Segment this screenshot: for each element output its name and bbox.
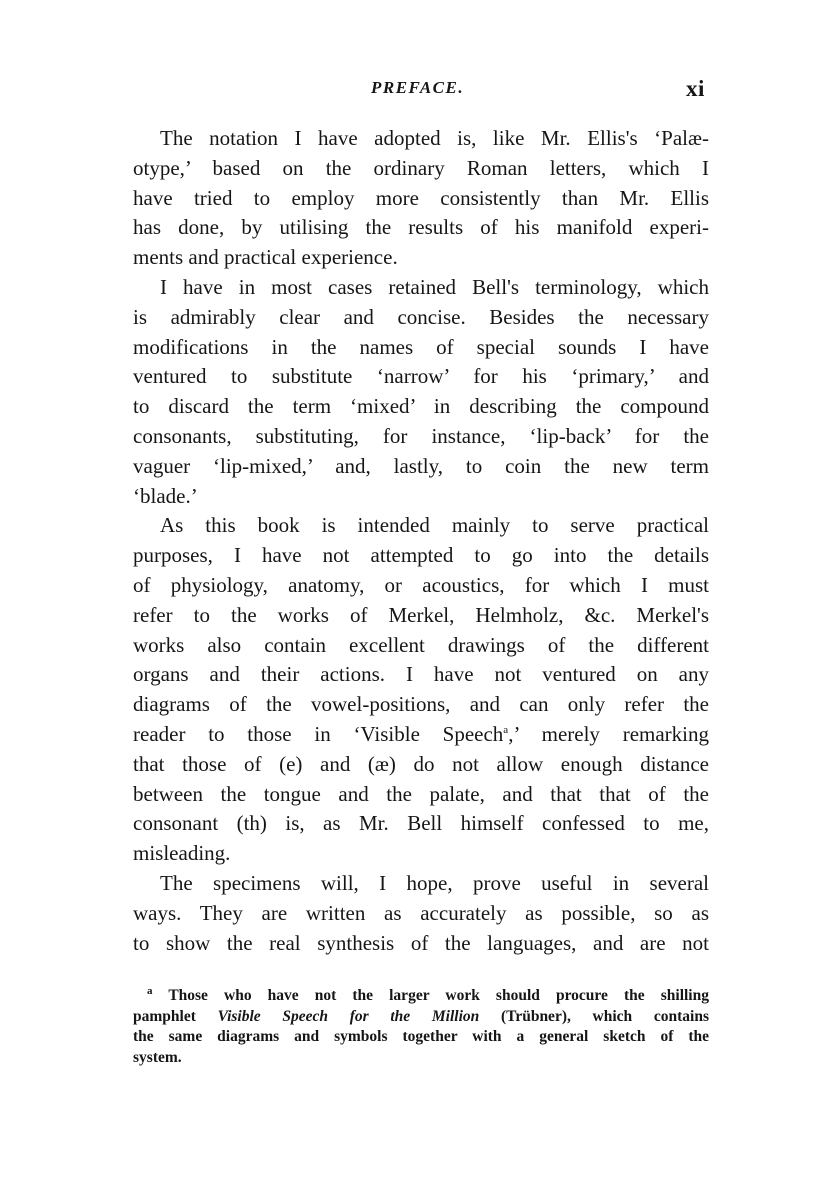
text-line: refer to the works of Merkel, Helmholz, &c. Merkel's	[133, 602, 709, 627]
footnote-line	[133, 1007, 709, 1028]
text-line-with-note	[133, 720, 709, 750]
text-line: purposes, I have not attempted to go into the details	[133, 543, 709, 568]
text-line: ‘blade.’	[133, 483, 198, 508]
pamphlet-title: Visible Speech for the Million	[217, 1007, 480, 1025]
text-line: The notation I have adopted is, like Mr. Ellis's ‘Palæ-	[160, 126, 709, 150]
text-line: has done, by utilising the results of his manifold experi-	[133, 215, 709, 240]
footnote-marker: a	[147, 984, 153, 997]
footnote-reference: a	[503, 723, 509, 736]
page-number: xi	[686, 76, 705, 101]
text-line: misleading.	[133, 841, 231, 866]
text-line: consonants, substituting, for instance, ‘lip-back’ for the	[133, 423, 709, 448]
text-line: ways. They are written as accurately as possible, so as	[133, 900, 709, 925]
footnote	[133, 986, 709, 1068]
footnote-line: the same diagrams and symbols together with a general sketch of the	[133, 1028, 709, 1045]
text-line: of physiology, anatomy, or acoustics, for which I must	[133, 572, 709, 597]
text-line: I have in most cases retained Bell's terminology, which	[160, 274, 709, 299]
text-line: diagrams of the vowel-positions, and can only refer the	[133, 692, 709, 717]
text-line: works also contain excellent drawings of the different	[133, 632, 709, 657]
text-line: between the tongue and the palate, and that that of the	[133, 781, 709, 806]
text-line: otype,’ based on the ordinary Roman letters, which I	[133, 155, 709, 180]
text-line: ments and practical experience.	[133, 245, 398, 270]
text-line: vaguer ‘lip-mixed,’ and, lastly, to coin the new term	[133, 453, 709, 478]
running-head	[0, 76, 840, 106]
text-line: that those of (e) and (æ) do not allow enough distance	[133, 751, 709, 776]
text-segment: ,’ merely remarking	[508, 721, 709, 746]
text-line: The specimens will, I hope, prove useful in several	[160, 870, 709, 895]
text-line: ventured to substitute ‘narrow’ for his ‘primary,’ and	[133, 364, 709, 389]
footnote-line: system.	[133, 1048, 182, 1066]
footnote-text: (Trübner), which contains	[500, 1007, 710, 1025]
text-line: to discard the term ‘mixed’ in describing the compound	[133, 394, 709, 419]
footnote-text: Those who have not the larger work should procure the shilling	[168, 987, 709, 1004]
text-line: to show the real synthesis of the languages, and are not	[133, 930, 709, 955]
footnote-text: pamphlet	[133, 1007, 196, 1025]
text-line: organs and their actions. I have not ventured on any	[133, 662, 709, 687]
running-title: PREFACE.	[371, 78, 465, 97]
text-line: As this book is intended mainly to serve practical	[160, 513, 709, 538]
text-segment: reader to those in ‘Visible Speech	[133, 721, 504, 746]
body-text	[133, 124, 709, 958]
text-line: modifications in the names of special sounds I have	[133, 334, 709, 359]
text-line: consonant (th) is, as Mr. Bell himself confessed to me,	[133, 811, 709, 836]
footnote-line	[133, 986, 709, 1007]
text-line: have tried to employ more consistently than Mr. Ellis	[133, 185, 709, 210]
text-line: is admirably clear and concise. Besides the necessary	[133, 304, 709, 329]
